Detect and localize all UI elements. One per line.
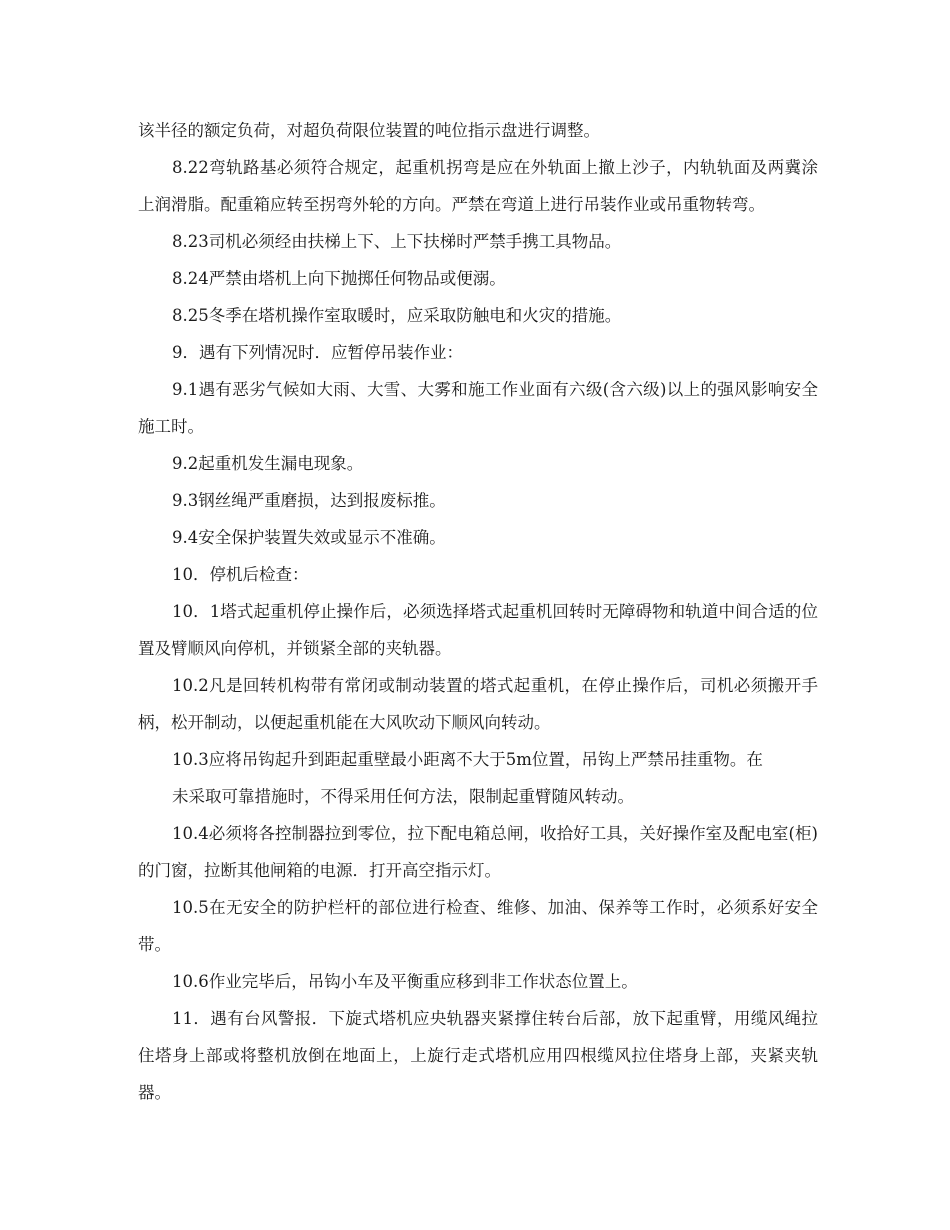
paragraph-11: 11．遇有台风警报．下旋式塔机应央轨器夹紧撑住转台后部，放下起重臂，用缆风绳拉住塔身上部或将整机放倒在地面上，上旋行走式塔机应用四根缆风拉住塔身上部，夹紧夹轨器。: [138, 1009, 818, 1102]
paragraph-8-22: 8.22弯轨路基必须符合规定，起重机拐弯是应在外轨面上撤上沙子，内轨轨面及两冀涂上润滑脂。配重箱应转至拐弯外轮的方向。严禁在弯道上进行吊装作业或吊重物转弯。: [138, 158, 818, 214]
paragraph-8-24: 8.24严禁由塔机上向下抛掷任何物品或便溺。: [172, 269, 506, 288]
document-body: [138, 112, 818, 1111]
paragraph-10-2: 10.2凡是回转机构带有常闭或制动装置的塔式起重机，在停止操作后，司机必须搬开手柄，松开制动，以便起重机能在大风吹动下顺风向转动。: [138, 676, 818, 732]
paragraph-10-1: 10．1塔式起重机停止操作后，必须选择塔式起重机回转时无障碍物和轨道中间合适的位置及臂顺风向停机，并锁紧全部的夹轨器。: [138, 602, 818, 658]
paragraph-9-2: 9.2起重机发生漏电现象。: [172, 454, 364, 473]
paragraph-8-23: 8.23司机必须经由扶梯上下、上下扶梯时严禁手携工具物品。: [172, 232, 622, 251]
paragraph-9-4: 9.4安全保护装置失效或显示不准确。: [172, 528, 446, 547]
paragraph-10-3-continued: 未采取可靠措施时，不得采用任何方法，限制起重臂随风转动。: [172, 787, 634, 806]
paragraph-8-25: 8.25冬季在塔机操作室取暖时，应采取防触电和火灾的措施。: [172, 306, 622, 325]
paragraph-10-5: 10.5在无安全的防护栏杆的部位进行检查、维修、加油、保养等工作时，必须系好安全带。: [138, 898, 818, 954]
paragraph-9-1: 9.1遇有恶劣气候如大雨、大雪、大雾和施工作业面有六级(含六级)以上的强风影响安全施工时。: [138, 380, 818, 436]
section-heading-10: 10．停机后检查：: [172, 565, 309, 584]
paragraph-10-4: 10.4必须将各控制器拉到零位，拉下配电箱总闸，收拾好工具，关好操作室及配电室(柜)的门窗，拉断其他闸箱的电源．打开高空指示灯。: [138, 824, 818, 880]
paragraph-10-6: 10.6作业完毕后，吊钩小车及平衡重应移到非工作状态位置上。: [172, 972, 638, 991]
section-heading-9: 9．遇有下列情况时．应暂停吊装作业：: [172, 343, 463, 362]
paragraph-10-3: 10.3应将吊钩起升到距起重壁最小距离不大于5m位置，吊钩上严禁吊挂重物。在: [172, 750, 763, 769]
paragraph-continuation: 该半径的额定负荷，对超负荷限位装置的吨位指示盘进行调整。: [138, 121, 600, 140]
paragraph-9-3: 9.3钢丝绳严重磨损，达到报废标推。: [172, 491, 446, 510]
